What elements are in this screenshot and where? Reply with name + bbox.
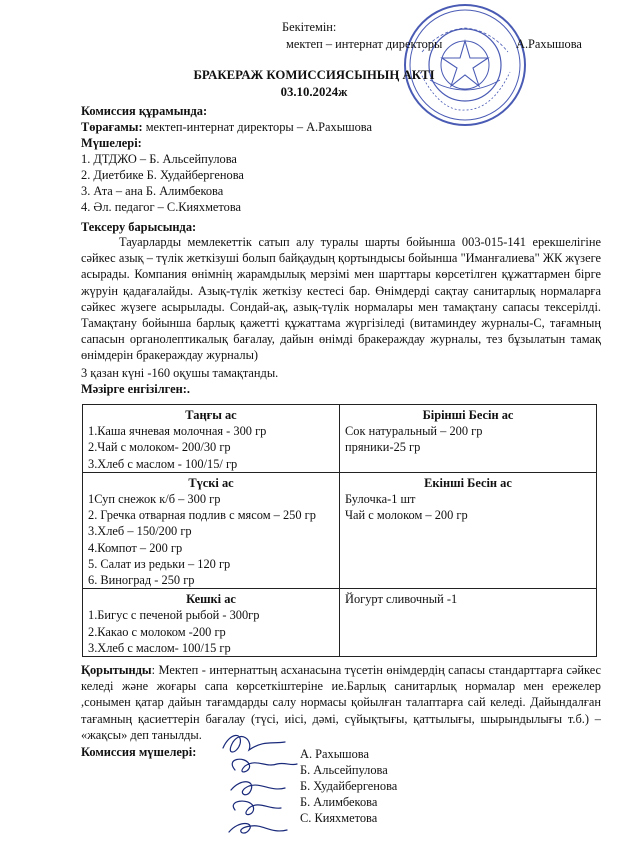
menu-item: 1.Бигус с печеной рыбой - 300гр xyxy=(88,608,260,623)
document-date: 03.10.2024ж xyxy=(280,85,348,99)
commission-chair xyxy=(81,120,372,135)
signature-name: С. Кияхметова xyxy=(300,811,378,825)
extra-cell xyxy=(340,589,597,657)
chair-label: Төрағамы: xyxy=(81,120,143,134)
conclusion-label: Қорытынды xyxy=(81,663,152,677)
chair-text: мектеп-интернат директоры – А.Рахышова xyxy=(142,120,372,134)
menu-item: 3.Хлеб – 150/200 гр xyxy=(88,524,192,539)
menu-item: 3.Хлеб с маслом- 100/15 гр xyxy=(88,640,231,655)
menu-table xyxy=(82,404,597,657)
inspection-heading: Тексеру барысында: xyxy=(81,220,197,234)
menu-item: 6. Виноград - 250 гр xyxy=(88,573,195,588)
menu-heading: Мәзірге енгізілген:. xyxy=(81,382,190,396)
inspection-text: Тауарларды мемлекеттік сатып алу туралы шарты бойынша 003-015-141 ерекшелігіне сәйкес азық – түлік жеткізуші болып байқаудың қортындысы бойынша "Иманғалиева" ЖК жүзеге асырады. Компания өнімнің жарамдылық мерзімі мен шарттары көрсетілген құжаттармен бірге жүруін қадағалайды. Азық-түлік жеткізу кестесі бар. Өнімдерді сақтау санитарлық нормаларға сәйкес жүзеге асырылады. Сондай-ақ, азық-түлік нормалары мен тамақтану сапасы тексерілді. Тамақтану бойынша барлық қажетті құжаттама жүргізіледі (витаминдеу журналы-С, тағамның сапасын органолептикалық бағалау, дайын өнімді бракераждау журналы, тез бұзылатын тамақ өнімдерін бракераждау журналы) xyxy=(81,235,601,363)
handwritten-signatures xyxy=(205,730,315,842)
breakfast-cell xyxy=(83,405,340,473)
menu-item: 1.Каша ячневая молочная - 300 гр xyxy=(88,424,267,439)
second-snack-cell xyxy=(340,472,597,588)
approval-position: мектеп – интернат директоры xyxy=(286,37,443,51)
menu-item: 5. Салат из редьки – 120 гр xyxy=(88,556,231,571)
menu-item: Йогурт сливочный -1 xyxy=(345,592,458,607)
approval-title: Бекітемін: xyxy=(282,20,337,34)
document-title: БРАКЕРАЖ КОМИССИЯСЫНЫҢ АКТІ xyxy=(193,68,435,82)
signatures-label: Комиссия мүшелері: xyxy=(81,745,197,759)
commission-heading: Комиссия құрамында: xyxy=(81,104,208,118)
menu-item: 2.Какао с молоком -200 гр xyxy=(88,624,226,639)
lunch-cell xyxy=(83,472,340,588)
signature-name: Б. Худайбергенова xyxy=(300,779,398,793)
menu-item: Сок натуральный – 200 гр xyxy=(345,424,483,439)
first-snack-cell xyxy=(340,405,597,473)
menu-item: Чай с молоком – 200 гр xyxy=(345,508,468,523)
menu-item: пряники-25 гр xyxy=(345,440,421,455)
conclusion-body: : Мектеп - интернаттың асханасына түсетін өнімдердің сапасы стандарттарға сәйкес келеді және жоғары сапа көрсеткіштеріне ие.Барлық санитарлық нормалар мен ережелер ,сонымен қатар дайын тағамдарды салу нормасы қойылған талаптарға сай келеді. Дайындалған тағамның қасиеттерін бағалау (түсі, иісі, дәмі, сүйықтығы, қаттылығы, шырындылығы т.б.) – «жақсы» деп танылды. xyxy=(81,663,601,742)
lunch-title: Түскі ас xyxy=(188,475,234,490)
members-heading: Мүшелері: xyxy=(81,136,142,150)
menu-item: 2. Гречка отварная подлив с мясом – 250 гр xyxy=(88,508,316,523)
menu-item: 4.Компот – 200 гр xyxy=(88,540,183,555)
menu-item: 2.Чай с молоком- 200/30 гр xyxy=(88,440,231,455)
conclusion-text xyxy=(81,662,601,743)
first-snack-title: Бірінші Бесін ас xyxy=(422,408,514,422)
signature-name: Б. Альсейпулова xyxy=(300,763,388,777)
dinner-title: Кешкі ас xyxy=(186,592,236,607)
menu-item: 1Суп снежок к/б – 300 гр xyxy=(88,492,221,507)
menu-item: 3.Хлеб с маслом - 100/15/ гр xyxy=(88,456,238,471)
second-snack-title: Екінші Бесін ас xyxy=(424,475,512,490)
menu-item: Булочка-1 шт xyxy=(345,492,416,507)
signature-name: Б. Алимбекова xyxy=(300,795,378,809)
member-item: 4. Әл. педагог – С.Кияхметова xyxy=(81,200,242,214)
member-item: 3. Ата – ана Б. Алимбекова xyxy=(81,184,224,198)
dinner-cell xyxy=(83,589,340,657)
approval-name: А.Рахышова xyxy=(516,37,582,51)
member-item: 2. Диетбике Б. Худайбергенова xyxy=(81,168,244,182)
member-item: 1. ДТДЖО – Б. Альсейпулова xyxy=(81,152,237,166)
breakfast-title: Таңғы ас xyxy=(185,408,237,422)
students-count: 3 қазан күні -160 оқушы тамақтанды. xyxy=(81,366,279,380)
signature-name: А. Рахышова xyxy=(300,747,369,761)
official-stamp xyxy=(400,0,530,130)
